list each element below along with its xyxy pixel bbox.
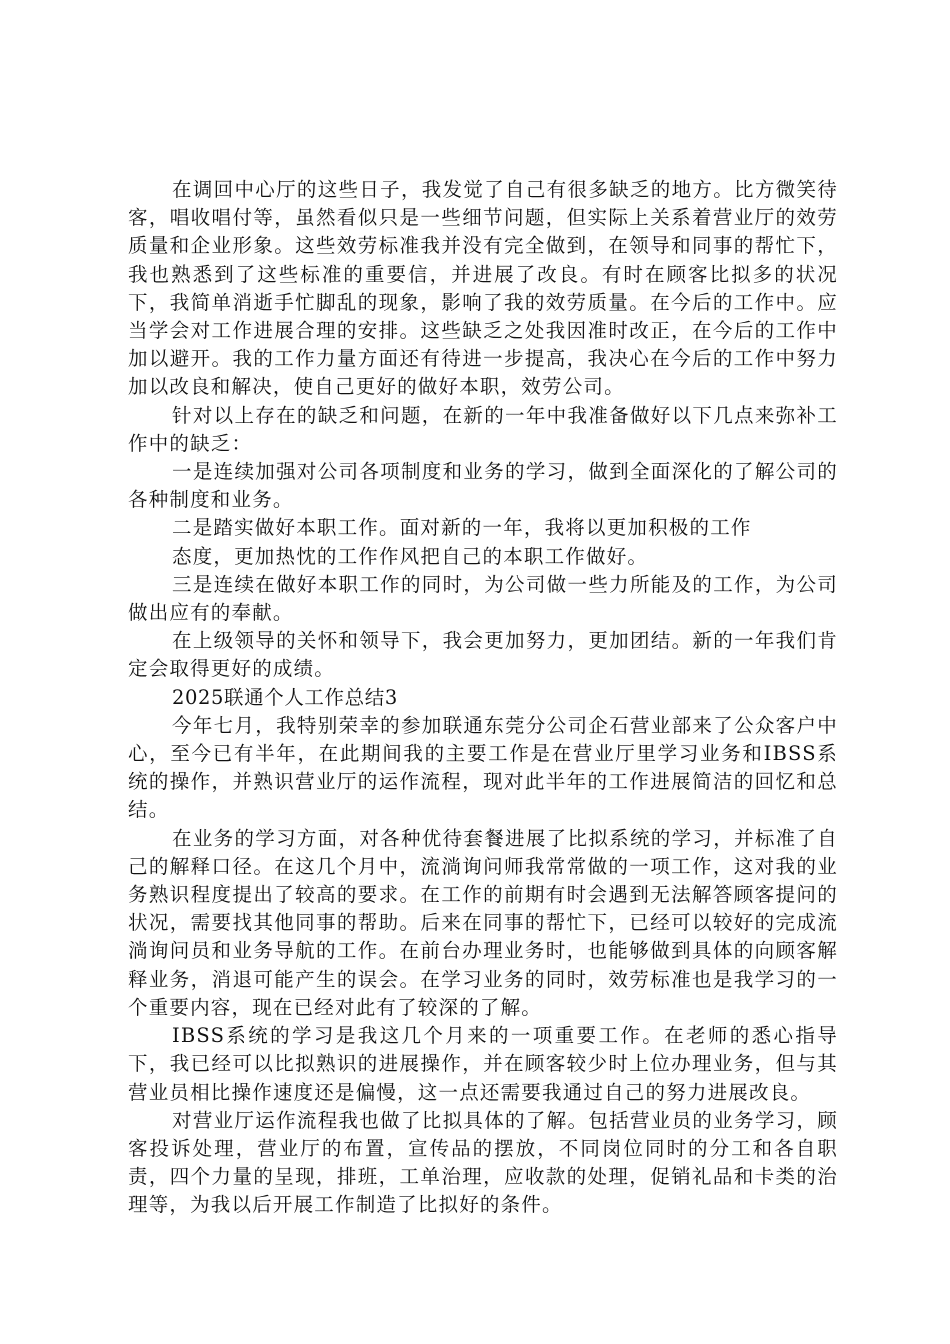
paragraph-point-two: 二是踏实做好本职工作。面对新的一年，我将以更加积极的工作 <box>172 516 752 540</box>
paragraph-closing: 在上级领导的关怀和领导下，我会更加努力，更加团结。新的一年我们肯定会取得更好的成绩。 <box>128 629 838 681</box>
paragraph-operation-flow: 对营业厅运作流程我也做了比拟具体的了解。包括营业员的业务学习，顾客投诉处理，营业厅的布置，宣传品的摆放，不同岗位同时的分工和各自职责，四个力量的呈现，排班，工单治理，应收款的处理，促销礼品和卡类的治理等，为我以后开展工作制造了比拟好的条件。 <box>128 1108 838 1217</box>
section-heading: 2025联通个人工作总结3 <box>172 685 398 709</box>
paragraph-intro-summary: 今年七月，我特别荣幸的参加联通东莞分公司企石营业部来了公众客户中心，至今已有半年，在此期间我的主要工作是在营业厅里学习业务和IBSS系统的操作，并熟识营业厅的运作流程，现对此半年的工作进展简洁的回忆和总结。 <box>128 713 838 822</box>
paragraph-ibss-system: IBSS系统的学习是我这几个月来的一项重要工作。在老师的悉心指导下，我已经可以比拟熟识的进展操作，并在顾客较少时上位办理业务，但与其营业员相比操作速度还是偏慢，这一点还需要我通过自己的努力进展改良。 <box>128 1024 838 1104</box>
paragraph-shortcomings: 在调回中心厅的这些日子，我发觉了自己有很多缺乏的地方。比方微笑待客，唱收唱付等，虽然看似只是一些细节问题，但实际上关系着营业厅的效劳质量和企业形象。这些效劳标准我并没有完全做到，在领导和同事的帮忙下，我也熟悉到了这些标准的重要信，并进展了改良。有时在顾客比拟多的状况下，我简单消逝手忙脚乱的现象，影响了我的效劳质量。在今后的工作中。应当学会对工作进展合理的安排。这些缺乏之处我因准时改正，在今后的工作中加以避开。我的工作力量方面还有待进一步提高，我决心在今后的工作中努力加以改良和解决，使自己更好的做好本职，效劳公司。 <box>128 178 838 399</box>
paragraph-point-two-continued: 态度，更加热忱的工作作风把自己的本职工作做好。 <box>172 544 649 568</box>
paragraph-point-three: 三是连续在做好本职工作的同时，为公司做一些力所能及的工作，为公司做出应有的奉献。 <box>128 572 838 625</box>
paragraph-business-learning: 在业务的学习方面，对各种优待套餐进展了比拟系统的学习，并标准了自己的解释口径。在这几个月中，流淌询问师我常常做的一项工作，这对我的业务熟识程度提出了较高的要求。在工作的前期有时会遇到无法解答顾客提问的状况，需要找其他同事的帮助。后来在同事的帮忙下，已经可以较好的完成流淌询问员和业务导航的工作。在前台办理业务时，也能够做到具体的向顾客解释业务，消退可能产生的误会。在学习业务的同时，效劳标准也是我学习的一个重要内容，现在已经对此有了较深的了解。 <box>128 826 838 1019</box>
paragraph-point-one: 一是连续加强对公司各项制度和业务的学习，做到全面深化的了解公司的各种制度和业务。 <box>128 460 838 512</box>
paragraph-improvement-intro: 针对以上存在的缺乏和问题，在新的一年中我准备做好以下几点来弥补工作中的缺乏： <box>128 403 838 455</box>
document-body <box>128 176 838 1220</box>
